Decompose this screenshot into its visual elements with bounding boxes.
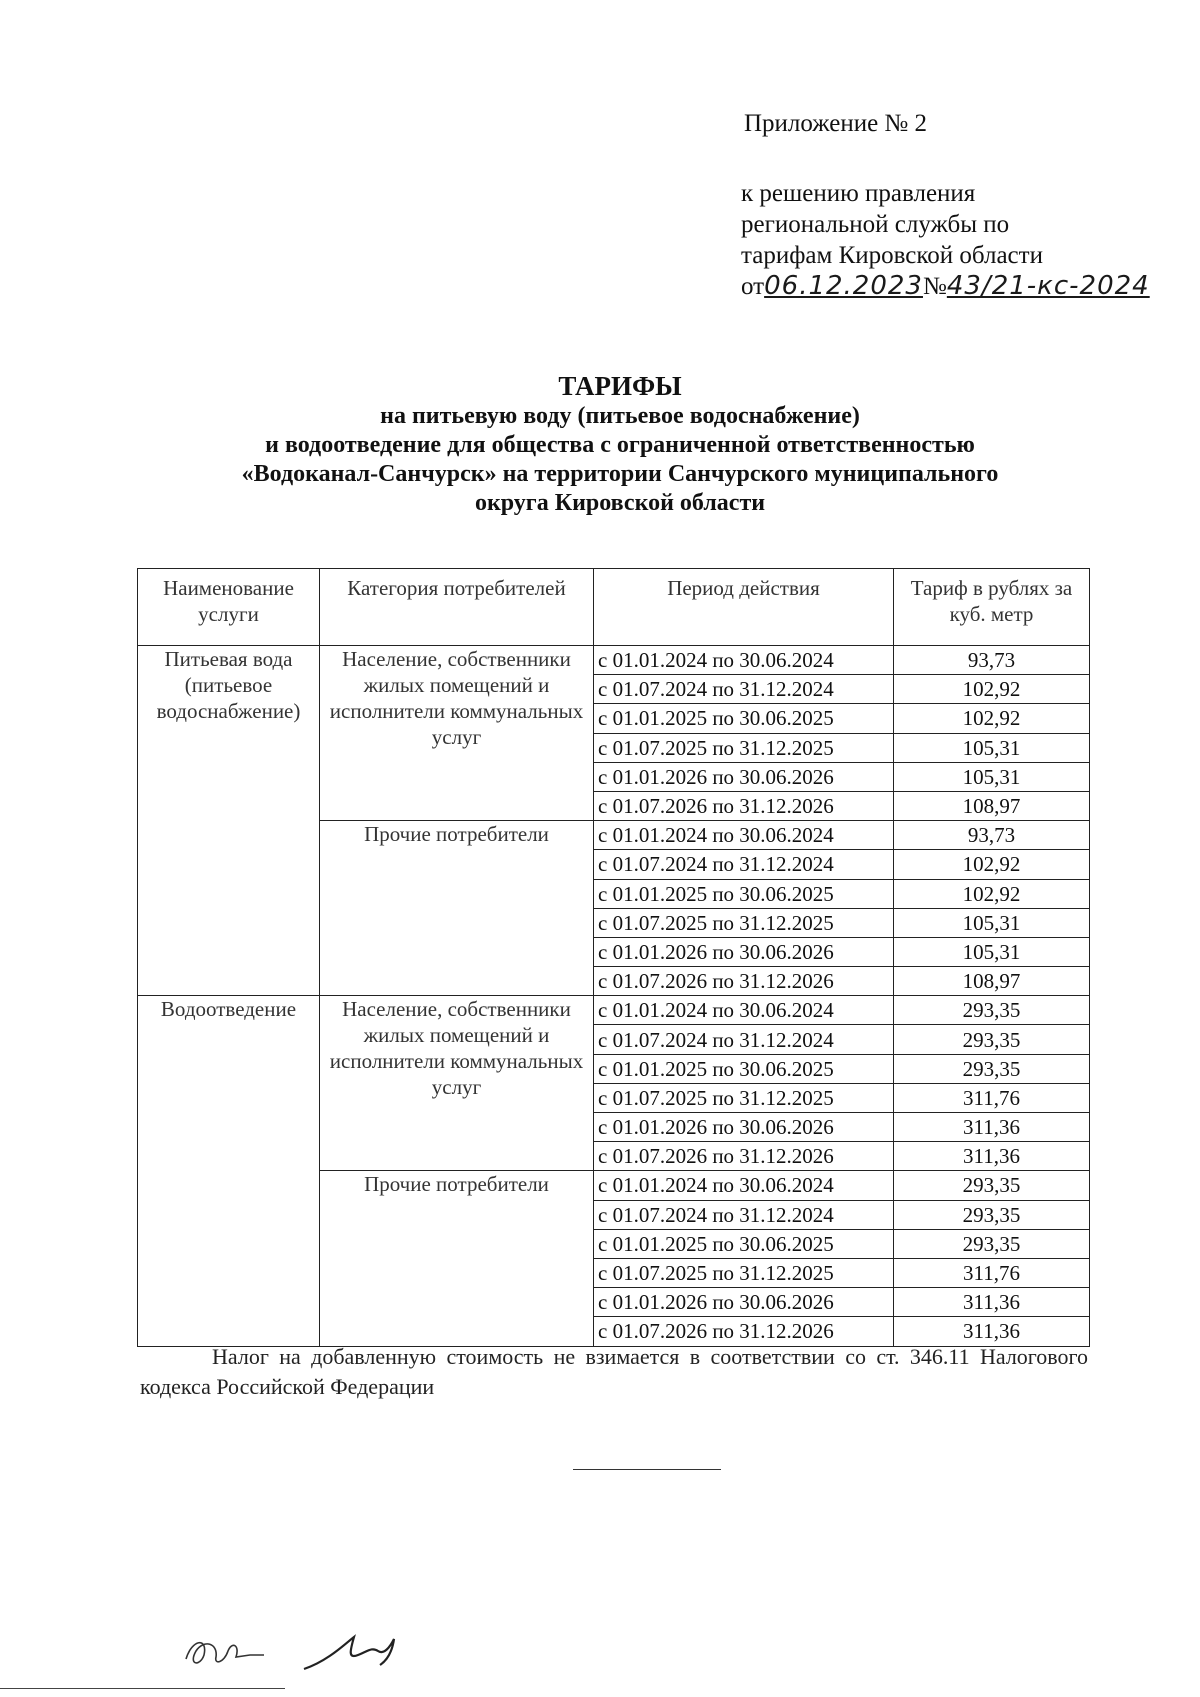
tariff-cell: 293,35 bbox=[894, 996, 1090, 1025]
tariff-cell: 102,92 bbox=[894, 675, 1090, 704]
document-title bbox=[140, 370, 1100, 518]
tariff-cell: 293,35 bbox=[894, 1171, 1090, 1200]
tariff-cell: 105,31 bbox=[894, 908, 1090, 937]
tariff-cell: 311,76 bbox=[894, 1083, 1090, 1112]
tariff-cell: 293,35 bbox=[894, 1200, 1090, 1229]
period-cell: с 01.07.2025 по 31.12.2025 bbox=[594, 1083, 894, 1112]
appendix-label: Приложение № 2 bbox=[744, 110, 928, 137]
decision-date: 06.12.2023 bbox=[764, 271, 923, 301]
period-cell: с 01.07.2025 по 31.12.2025 bbox=[594, 733, 894, 762]
decision-date-number bbox=[741, 271, 1161, 302]
tariff-cell: 105,31 bbox=[894, 733, 1090, 762]
period-cell: с 01.01.2026 по 30.06.2026 bbox=[594, 937, 894, 966]
tariff-cell: 108,97 bbox=[894, 791, 1090, 820]
title-line-4: округа Кировской области bbox=[474, 490, 766, 516]
header-category: Категория потребителей bbox=[320, 569, 594, 646]
period-cell: с 01.01.2025 по 30.06.2025 bbox=[594, 704, 894, 733]
service-name-cell: Водоотведение bbox=[138, 996, 320, 1346]
table-header-row bbox=[138, 569, 1090, 646]
decision-line-1: к решению правления bbox=[741, 180, 976, 207]
from-prefix: от bbox=[741, 273, 765, 300]
closing-divider bbox=[573, 1469, 721, 1470]
service-name-cell: Питьевая вода (питьевое водоснабжение) bbox=[138, 646, 320, 996]
period-cell: с 01.07.2026 по 31.12.2026 bbox=[594, 1142, 894, 1171]
tariff-table-body bbox=[138, 646, 1090, 1347]
period-cell: с 01.07.2024 по 31.12.2024 bbox=[594, 1025, 894, 1054]
period-cell: с 01.07.2026 по 31.12.2026 bbox=[594, 967, 894, 996]
period-cell: с 01.01.2024 по 30.06.2024 bbox=[594, 1171, 894, 1200]
tariff-cell: 102,92 bbox=[894, 704, 1090, 733]
period-cell: с 01.01.2026 по 30.06.2026 bbox=[594, 1288, 894, 1317]
period-cell: с 01.07.2024 по 31.12.2024 bbox=[594, 1200, 894, 1229]
tariff-cell: 108,97 bbox=[894, 967, 1090, 996]
tariff-cell: 102,92 bbox=[894, 879, 1090, 908]
consumer-category-cell: Население, собственники жилых помещений и исполнители коммунальных услуг bbox=[320, 646, 594, 821]
consumer-category-cell: Прочие потребители bbox=[320, 1171, 594, 1346]
header-period: Период действия bbox=[594, 569, 894, 646]
period-cell: с 01.07.2025 по 31.12.2025 bbox=[594, 908, 894, 937]
table-row bbox=[138, 996, 1090, 1025]
period-cell: с 01.01.2025 по 30.06.2025 bbox=[594, 879, 894, 908]
period-cell: с 01.07.2025 по 31.12.2025 bbox=[594, 1258, 894, 1287]
tariff-cell: 105,31 bbox=[894, 937, 1090, 966]
title-line-3: «Водоканал-Санчурск» на территории Санчурского муниципального bbox=[241, 461, 999, 487]
period-cell: с 01.01.2024 по 30.06.2024 bbox=[594, 821, 894, 850]
vat-footnote: Налог на добавленную стоимость не взимается в соответствии со ст. 346.11 Налогового кодекса Российской Федерации bbox=[140, 1344, 1088, 1399]
tariff-cell: 293,35 bbox=[894, 1054, 1090, 1083]
consumer-category-cell: Прочие потребители bbox=[320, 821, 594, 996]
tariff-cell: 93,73 bbox=[894, 821, 1090, 850]
period-cell: с 01.07.2024 по 31.12.2024 bbox=[594, 850, 894, 879]
tariff-cell: 102,92 bbox=[894, 850, 1090, 879]
number-sign: № bbox=[922, 273, 947, 300]
consumer-category-cell: Население, собственники жилых помещений и исполнители коммунальных услуг bbox=[320, 996, 594, 1171]
bottom-rule bbox=[0, 1688, 285, 1689]
header-service: Наименование услуги bbox=[138, 569, 320, 646]
handwritten-signature-icon bbox=[178, 1625, 438, 1675]
decision-number: 43/21-кс-2024 bbox=[946, 271, 1150, 301]
tariff-cell: 311,36 bbox=[894, 1113, 1090, 1142]
decision-line-2: региональной службы по bbox=[741, 211, 1010, 238]
period-cell: с 01.01.2026 по 30.06.2026 bbox=[594, 762, 894, 791]
period-cell: с 01.01.2025 по 30.06.2025 bbox=[594, 1054, 894, 1083]
period-cell: с 01.01.2025 по 30.06.2025 bbox=[594, 1229, 894, 1258]
tariff-cell: 311,36 bbox=[894, 1317, 1090, 1346]
tariff-cell: 311,76 bbox=[894, 1258, 1090, 1287]
title-line-1: на питьевую воду (питьевое водоснабжение) bbox=[380, 403, 860, 429]
tariff-cell: 105,31 bbox=[894, 762, 1090, 791]
tariff-cell: 311,36 bbox=[894, 1288, 1090, 1317]
title-main: ТАРИФЫ bbox=[558, 371, 682, 401]
tariff-cell: 293,35 bbox=[894, 1025, 1090, 1054]
period-cell: с 01.07.2024 по 31.12.2024 bbox=[594, 675, 894, 704]
table-row bbox=[138, 646, 1090, 675]
header-tariff: Тариф в рублях за куб. метр bbox=[894, 569, 1090, 646]
decision-line-3: тарифам Кировской области bbox=[741, 242, 1043, 269]
period-cell: с 01.01.2026 по 30.06.2026 bbox=[594, 1113, 894, 1142]
tariff-table bbox=[137, 568, 1090, 1347]
period-cell: с 01.01.2024 по 30.06.2024 bbox=[594, 996, 894, 1025]
tariff-cell: 93,73 bbox=[894, 646, 1090, 675]
period-cell: с 01.07.2026 по 31.12.2026 bbox=[594, 791, 894, 820]
tariff-cell: 311,36 bbox=[894, 1142, 1090, 1171]
tariff-cell: 293,35 bbox=[894, 1229, 1090, 1258]
decision-reference bbox=[741, 178, 1161, 302]
period-cell: с 01.07.2026 по 31.12.2026 bbox=[594, 1317, 894, 1346]
title-line-2: и водоотведение для общества с ограниченной ответственностью bbox=[265, 432, 975, 458]
period-cell: с 01.01.2024 по 30.06.2024 bbox=[594, 646, 894, 675]
